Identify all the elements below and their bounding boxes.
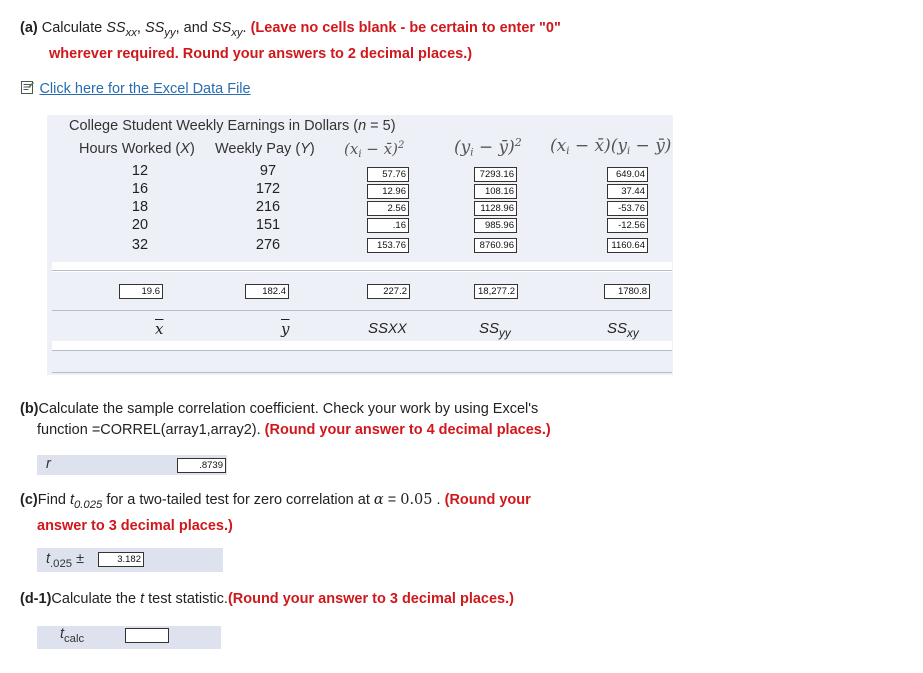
xy-dev-input[interactable]: -53.76 [607,201,648,216]
col-header-xdev-sq: ($x_i$ − x̄)$^2$ [344,140,405,160]
table-title [69,118,396,134]
pay-cell: 97 [259,163,277,179]
ydev-sq-input[interactable]: 108.16 [474,184,517,199]
table-divider [52,372,672,373]
table-title-suffix: = 5) [366,118,396,134]
pay-cell: 172 [255,181,281,197]
part-a-text: Calculate [41,20,107,36]
period: . [242,20,251,36]
pay-cell: 276 [255,237,281,253]
xy-dev-input[interactable]: -12.56 [607,218,648,233]
ssyy-sub: yy [164,26,176,39]
pay-cell: 151 [255,217,281,233]
table-divider [52,350,672,351]
col-header-ydev-sq: (yi − ȳ)$^2$ [454,136,522,159]
hours-cell: 16 [131,181,149,197]
part-d1-instruction: (Round your answer to 3 decimal places.) [227,591,514,607]
xdev-sq-input[interactable]: 12.96 [367,184,409,199]
ssxx-label [368,320,407,337]
part-b-text-1: Calculate the sample correlation coefficient. Check your work by using Excel's [38,401,539,417]
xy-dev-input[interactable]: 1160.64 [607,238,648,253]
ybar-label: $\overline{y}$ [281,320,290,338]
tcalc-label [60,626,84,645]
r-input[interactable]: .8739 [177,458,226,473]
col-pay-text: Weekly Pay ( [215,141,301,157]
ssxx-sub: xx [125,26,137,39]
table-title-n: n [358,118,367,134]
ssxx-input[interactable]: 227.2 [367,284,410,299]
part-c-question [20,490,660,537]
hours-cell: 18 [131,199,149,215]
r-label: r [46,456,51,472]
ssxx-label-text: SS [368,320,389,337]
part-b-text-2: function =CORREL(array1,array2). [37,422,265,438]
col-hours-text: Hours Worked ( [79,141,181,157]
t025-label [46,551,84,570]
table-title-text: College Student Weekly Earnings in Dollars ( [69,118,359,134]
alpha-symbol: α [373,492,384,508]
table-divider [52,310,672,311]
part-c-instruction-2: answer to 3 decimal places.) [37,517,233,534]
t-symbol: t [69,492,75,508]
t-sub: 0.025 [74,498,103,511]
ssyy-term: SS [144,20,165,36]
tcalc-input[interactable] [125,628,169,643]
part-b-question [20,399,660,441]
hours-cell: 20 [131,217,149,233]
xbar-label: $\overline{x}$ [155,320,164,338]
ybar-input[interactable]: 182.4 [245,284,289,299]
xy-dev-input[interactable]: 649.04 [607,167,648,182]
alpha-value: 0.05 [400,492,433,508]
part-c-text-3: . [432,492,445,508]
part-c-text-2: for a two-tailed test for zero correlation at [102,492,374,508]
t-word: t [140,591,145,607]
ydev-sq-input[interactable]: 985.96 [474,218,517,233]
ydev-sq-input[interactable]: 1128.96 [474,201,517,216]
ssxy-input[interactable]: 1780.8 [604,284,650,299]
ssxx-term: SS [106,20,126,36]
part-d1-text-1: Calculate the [51,591,141,607]
equals: = [383,492,401,508]
and-word: , and [175,20,212,36]
pay-cell: 216 [255,199,281,215]
xdev-sq-input[interactable]: .16 [367,218,409,233]
ssxy-label-sub: xy [627,327,639,341]
comma: , [136,20,145,36]
tcalc-label-t: t [60,626,65,642]
ssxy-label [607,320,639,340]
plus-minus: ± [76,551,85,567]
excel-link-row[interactable] [20,80,251,98]
col-hours-end: ) [189,141,195,157]
xy-dev-input[interactable]: 37.44 [607,184,648,199]
part-a-instruction-2: wherever required. Round your answers to 2 decimal places.) [49,45,473,62]
ssyy-input[interactable]: 18,277.2 [474,284,518,299]
part-c-instruction-1: (Round your [444,492,531,508]
col-hours-var: X [180,141,190,157]
ssyy-label [479,320,511,340]
t025-label-sub: .025 [50,557,73,570]
xbar-input[interactable]: 19.6 [119,284,163,299]
hours-cell: 12 [131,163,149,179]
excel-data-link[interactable]: Click here for the Excel Data File [39,81,251,97]
xdev-sq-input[interactable]: 2.56 [367,201,409,216]
table-divider [52,270,672,271]
ssyy-label-sub: yy [499,327,511,341]
part-c-text-1: Find [37,492,70,508]
ssxy-label-text: SS [607,320,628,337]
col-pay-var: Y [300,141,310,157]
part-a-question [20,18,660,65]
ydev-sq-input[interactable]: 8760.96 [474,238,517,253]
part-a-label: (a) [20,20,38,36]
part-c-label: (c) [20,492,38,508]
xdev-sq-input[interactable]: 153.76 [367,238,409,253]
col-header-hours [79,141,195,157]
part-b-label: (b) [20,401,39,417]
col-header-pay [215,141,315,157]
t025-input[interactable]: 3.182 [98,552,144,567]
part-b-instruction: (Round your answer to 4 decimal places.) [264,422,551,438]
col-header-xy-dev: (xi − x̄)(yi − ȳ) [550,136,672,157]
part-d1-label: (d-1) [20,591,52,607]
part-d1-question [20,589,660,610]
excel-file-icon [20,80,35,95]
ssxy-term: SS [211,20,232,36]
xdev-sq-input[interactable]: 57.76 [367,167,409,182]
col-pay-end: ) [309,141,315,157]
hours-cell: 32 [131,237,149,253]
ydev-sq-input[interactable]: 7293.16 [474,167,517,182]
t025-label-t: t [46,551,51,567]
ssxy-sub: xy [231,26,243,39]
ssxx-label-sub: XX [388,320,407,336]
ssyy-label-text: SS [479,320,500,337]
table-spacer [52,341,672,350]
part-a-instruction-1: (Leave no cells blank - be certain to enter "0" [250,20,561,36]
tcalc-label-sub: calc [64,632,85,645]
part-d1-text-2: test statistic. [144,591,228,607]
